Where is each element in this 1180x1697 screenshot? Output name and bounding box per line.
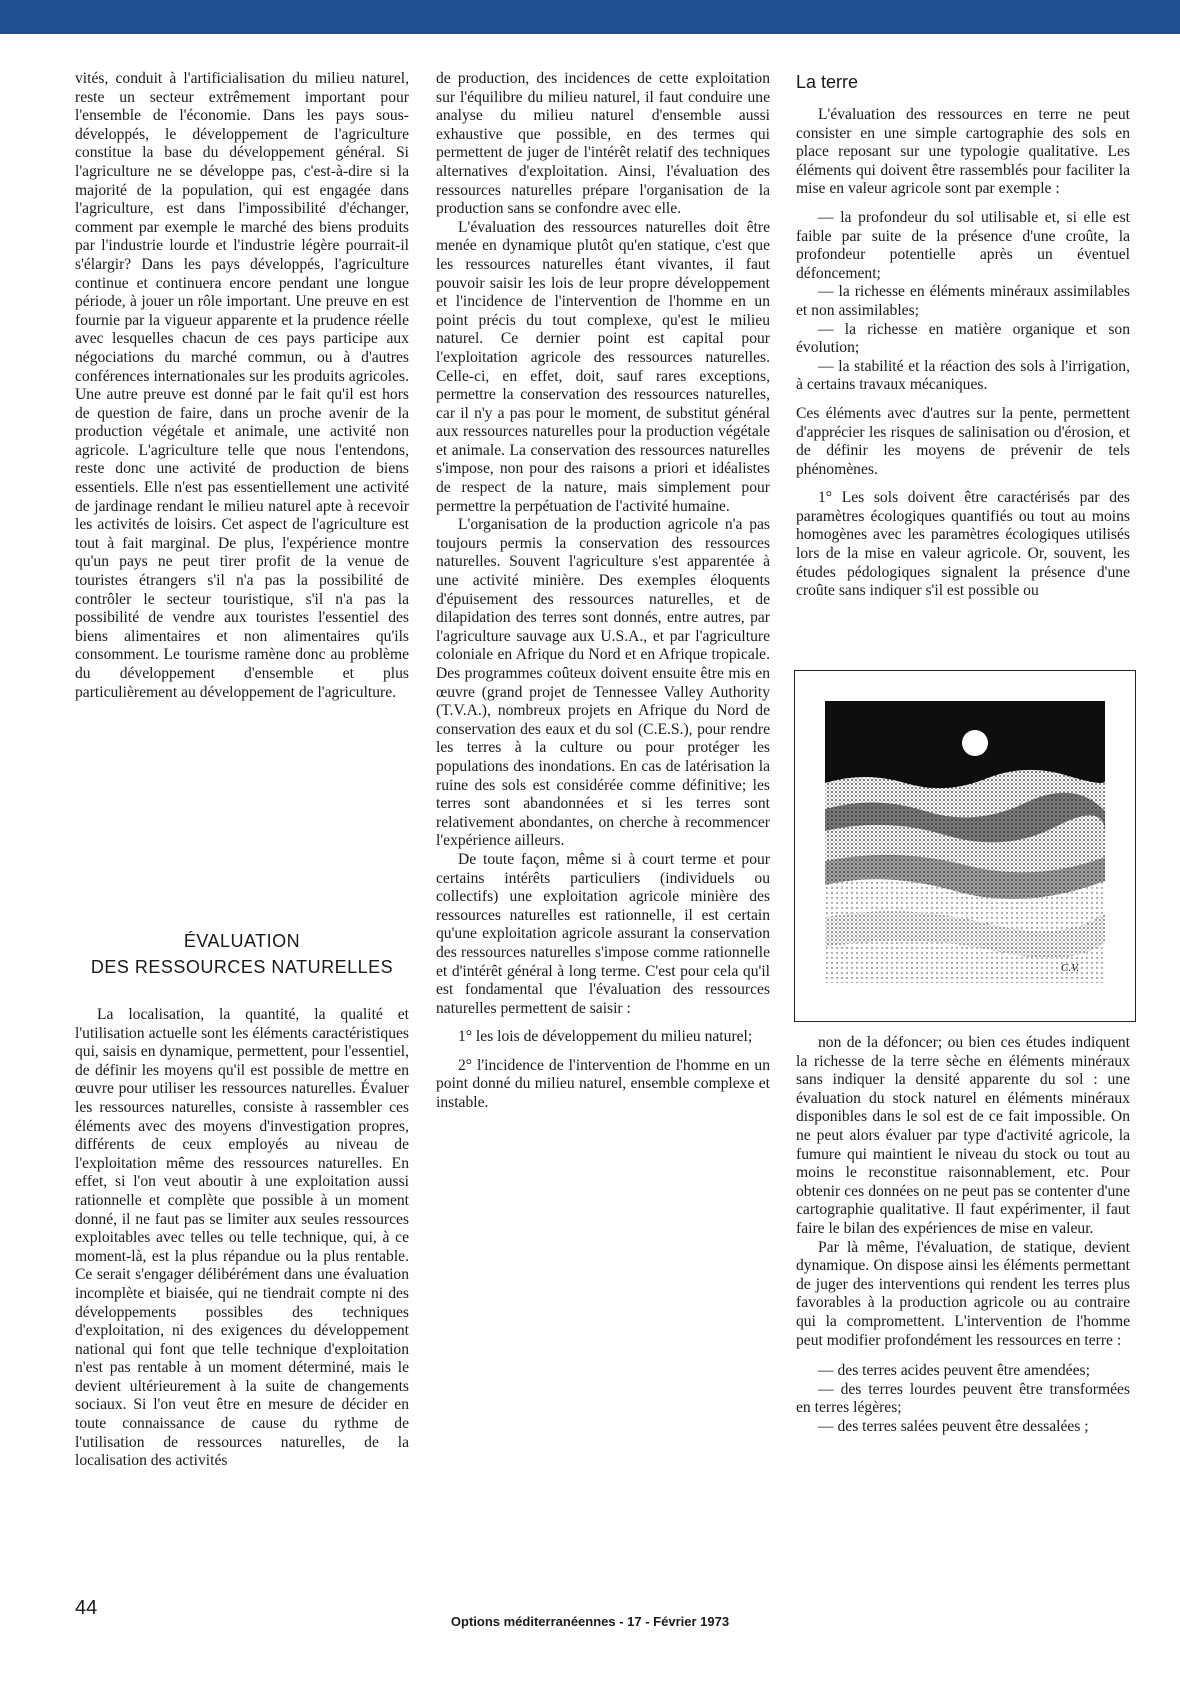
artist-signature: C.V.	[1061, 962, 1080, 974]
footer-publication: Options méditerranéennes - 17 - Février 1973	[450, 1614, 730, 1629]
column-2	[436, 70, 770, 1113]
paragraph: L'évaluation des ressources naturelles doit être menée en dynamique plutôt qu'en statique, c'est que les ressources naturelles étant vivantes, il faut pouvoir saisir les lois de leur propre développement et l'incidence de l'intervention de l'homme en un point précis du tout complexe, qu'est le milieu naturel. Ce dernier point est capital pour l'exploitation agricole des ressources naturelles. Celle-ci, en effet, doit, sauf rares exceptions, permettre la conservation des ressources naturelles, car il n'y a pas pour le moment, de substitut général aux ressources naturelles pour la production végétale et animale. La conservation des ressources naturelles s'impose, non pour des raisons a priori et idéalistes de respect de la nature, mais simplement pour permettre la perpétuation de l'activité humaine.	[436, 218, 770, 515]
paragraph: La localisation, la quantité, la qualité et l'utilisation actuelle sont les éléments caractéristiques qui, saisis en dynamique, permettent, pour l'essentiel, de définir les moyens qu'il est possible de mettre en œuvre pour utiliser les ressources naturelles. Évaluer les ressources naturelles, consiste à rassembler ces éléments avec des moyens d'investigation propres, différents de ceux employés au niveau de l'exploitation même des ressources naturelles. En effet, si l'on veut aboutir à une exploitation aussi rationnelle et complète que possible à un moment donné, il ne faut pas se limiter aux seules ressources exploitables avec telles ou telle technique, qui, à ce moment-là, est la plus répandue ou la plus rentable. Ce serait s'engager délibérément dans une évaluation incomplète et biaisée, qui ne tiendrait compte ni des développements possibles des techniques d'exploitation, ni des exigences du développement national qui font que telle technique d'exploitation n'est pas rentable à un moment déterminé, mais le devient ultérieurement à la suite de changements sociaux. Si l'on veut être en mesure de décider en toute connaissance de cause du rythme de l'utilisation de ressources naturelles, de la localisation des activités	[75, 1006, 409, 1470]
paragraph: vités, conduit à l'artificialisation du milieu naturel, reste un secteur extrêmement important pour l'ensemble de l'économie. Dans les pays sous-développés, le développement de l'agriculture constitue la base du développement général. Si l'agriculture ne se développe pas, c'est-à-dire si la majorité de la population, qui est engagée dans l'agriculture, est dans l'impossibilité d'échanger, comment par exemple le marché des biens produits par l'industrie lourde et l'industrie légère pourrait-il s'élargir? Dans les pays développés, l'agriculture continue et continuera encore pendant une longue période, à jouer un rôle important. Une preuve en est fournie par la vigueur apparente et la prudence réelle avec lesquelles chacun de ces pays participe aux négociations du marché commun, ou à d'autres conférences internationales sur les produits agricoles. Une autre preuve est donné par le fait qu'il est hors de question de faire, dans un proche avenir de la production végétale et animale, une activité non agricole. L'agriculture telle que nous l'entendons, reste donc une activité de production de biens essentiels. Elle n'est pas essentiellement une activité de jardinage rendant le milieu naturel apte à recevoir les activités de loisirs. Cet aspect de l'agriculture est tout à fait marginal. De plus, l'expérience montre qu'un pays ne peut tirer profit de la venue de touristes étrangers s'il n'a pas la possibilité de contrôler le secteur touristique, s'il n'a pas la possibilité de vendre aux touristes l'essentiel des biens alimentaires et non alimentaires qu'ils consomment. Le tourisme ramène donc au problème du développement d'ensemble et plus particulièrement au développement de l'agriculture.	[75, 70, 409, 701]
list-item: — la stabilité et la réaction des sols à l'irrigation, à certains travaux mécaniques.	[796, 357, 1130, 394]
list-item: — des terres salées peuvent être dessalées ;	[818, 1417, 1089, 1435]
dunes-drawing	[795, 671, 1135, 1021]
paragraph: non de la défoncer; ou bien ces études indiquent la richesse de la terre sèche en éléments minéraux sans indiquer la densité apparente du sol : une évaluation du stock naturel en éléments minéraux disponibles dans le sol est de ce fait impossible. On ne peut alors évaluer par type d'activité agricole, la fumure qui maintient le niveau du stock ou tout au moins le reconstitue raisonnablement, etc. Pour obtenir ces données on ne peut pas se contenter d'une cartographie qualitative. Il faut expérimenter, il faut faire le bilan des expériences de mise en valeur.	[796, 1034, 1130, 1237]
paragraph: L'organisation de la production agricole n'a pas toujours permis la conservation des ressources naturelles. Souvent l'agriculture s'est apparentée à une activité minière. Des exemples éloquents d'épuisement des ressources naturelles, et de dilapidation des terres sont donnés, entre autres, par l'agriculture sauvage aux U.S.A., et par l'agriculture coloniale en Afrique du Nord et en Afrique tropicale. Des programmes coûteux doivent ensuite être mis en œuvre (grand projet de Tennessee Valley Authority (T.V.A.), nombreux projets en Afrique du Nord de conservation des eaux et du sol (C.E.S.), pour rendre les terres à la culture ou pour protéger les populations des inondations. En cas de latérisation la ruine des sols est considérée comme définitive; les terres sont abandonnées et si les terres sont relativement abondantes, on cherche à recommencer l'expérience ailleurs.	[436, 516, 770, 850]
moon-icon	[962, 730, 988, 756]
paragraph: De toute façon, même si à court terme et pour certains intérêts particuliers (individuels ou collectifs) une exploitation agricole minière des ressources naturelles est rationnelle, il est certain qu'une exploitation agricole assurant la conservation des ressources naturelles s'impose comme rationnelle et d'intérêt général à long terme. C'est pour cela qu'il est fondamental que l'évaluation des ressources naturelles permettent de saisir :	[436, 850, 770, 1017]
illustration-moon-over-dunes	[794, 670, 1136, 1022]
list-item: — la profondeur du sol utilisable et, si elle est faible par suite de la présence d'une croûte, la profondeur potentielle après un éventuel défoncement;	[796, 208, 1130, 282]
list-item: 2° l'incidence de l'intervention de l'homme en un point donné du milieu naturel, ensemble complexe et instable.	[436, 1056, 770, 1112]
list-item: — la richesse en matière organique et son évolution;	[796, 320, 1130, 357]
paragraph: Par là même, l'évaluation, de statique, devient dynamique. On dispose ainsi les éléments permettant de juger des interventions qui rendent les terres plus favorables à la production agricole ou au contraire qui la compromettent. L'intervention de l'homme peut modifier profondément les ressources en terre :	[796, 1238, 1130, 1349]
column-1	[75, 70, 409, 702]
paragraph: Ces éléments avec d'autres sur la pente, permettent d'apprécier les risques de salinisation ou d'érosion, et de définir les moyens de prévenir de tels phénomènes.	[796, 404, 1130, 478]
column-1-section-text	[75, 1006, 409, 1471]
list-item: — des terres lourdes peuvent être transformées en terres légères;	[796, 1380, 1130, 1417]
subsection-heading: La terre	[796, 72, 859, 92]
top-color-bar	[0, 0, 1180, 34]
list-item: — des terres acides peuvent être amendées;	[818, 1362, 1090, 1380]
column-3	[796, 106, 1130, 601]
paragraph: 1° Les sols doivent être caractérisés par des paramètres écologiques quantifiés ou tout au moins homogènes avec les paramètres écologiques utilisés lors de la mise en valeur agricole. Or, souvent, les études pédologiques signalent la présence d'une croûte sans indiquer s'il est possible ou	[796, 489, 1130, 600]
heading-line-1: ÉVALUATION	[183, 931, 301, 951]
paragraph: de production, des incidences de cette exploitation sur l'équilibre du milieu naturel, il faut conduire une analyse du milieu naturel d'ensemble aussi exhaustive que possible, en des termes qui permettent de juger de l'intérêt relatif des techniques alternatives d'exploitation. Ainsi, l'évaluation des ressources naturelles prépare l'organisation de la production sans se confondre avec elle.	[436, 70, 770, 218]
section-heading	[75, 928, 409, 980]
list-item: 1° les lois de développement du milieu naturel;	[458, 1028, 753, 1046]
column-3-continued	[796, 1034, 1130, 1436]
paragraph: L'évaluation des ressources en terre ne peut consister en une simple cartographie des sols en place reposant sur une typologie qualitative. Les éléments qui doivent être rassemblés pour faciliter la mise en valeur agricole sont par exemple :	[796, 106, 1130, 198]
heading-line-2: DES RESSOURCES NATURELLES	[90, 957, 394, 977]
page-number: 44	[75, 1597, 98, 1619]
list-item: — la richesse en éléments minéraux assimilables et non assimilables;	[796, 283, 1130, 319]
